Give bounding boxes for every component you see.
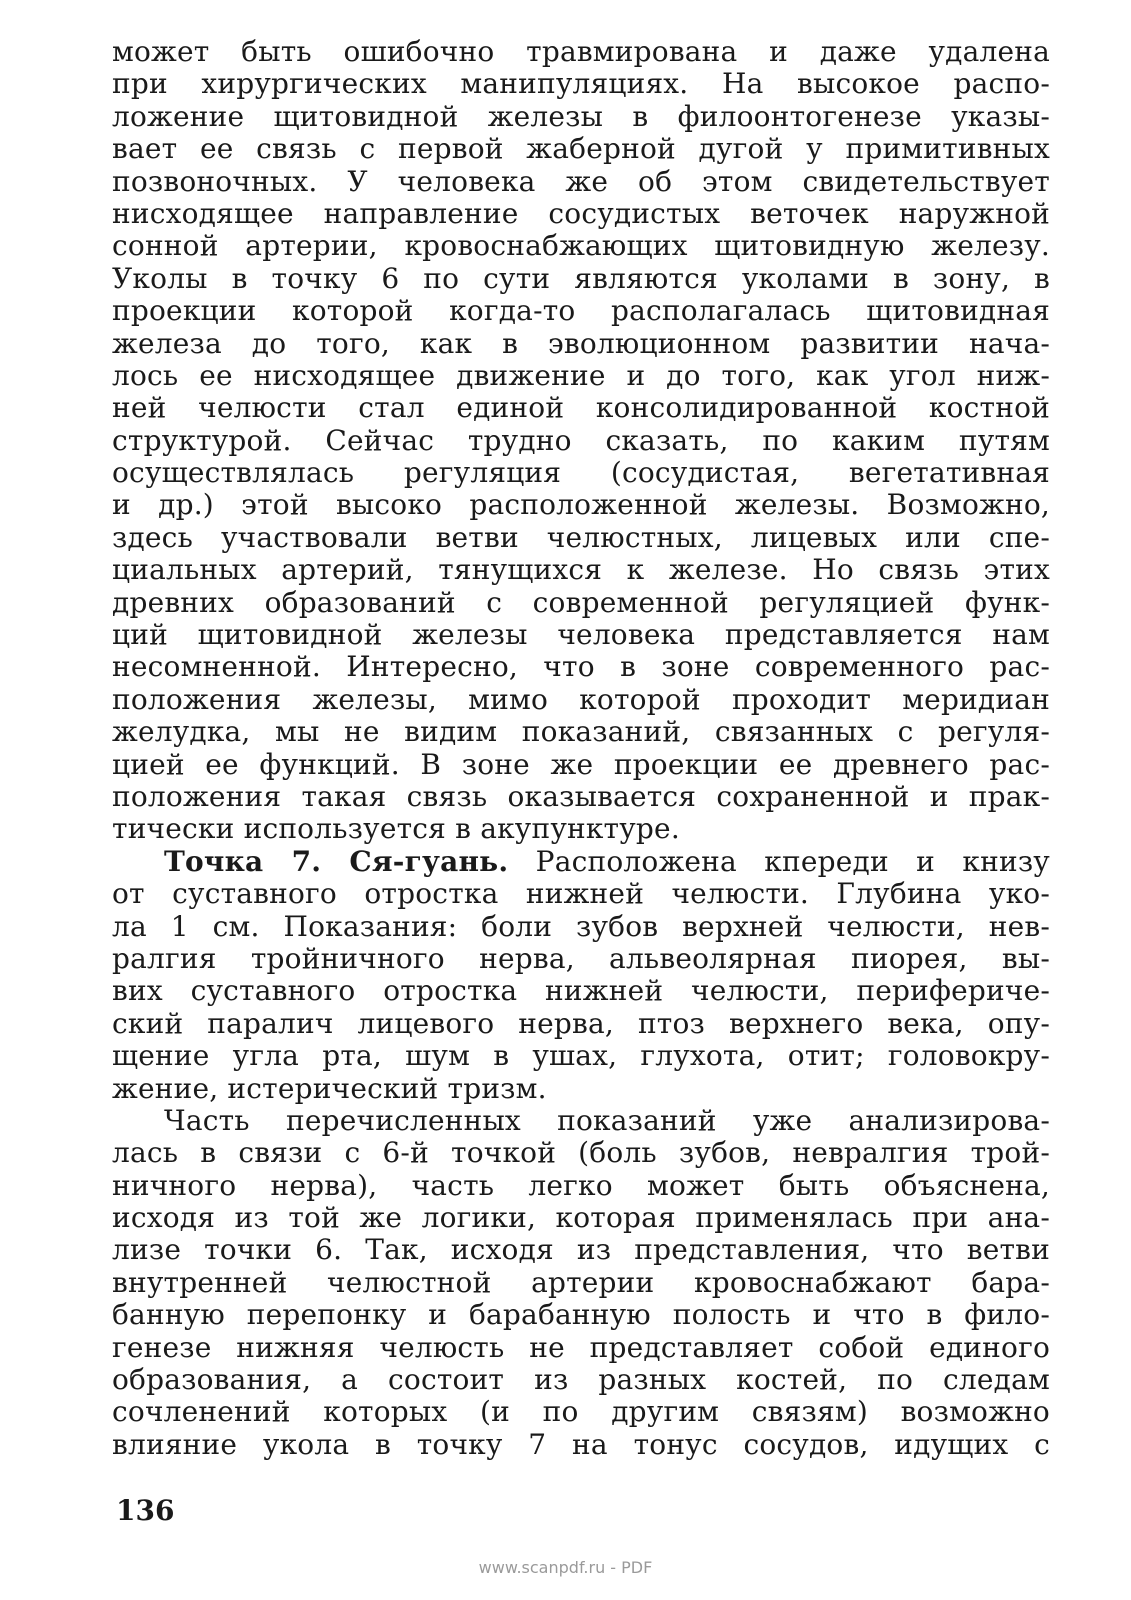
text-line: жение, истерический тризм. [112,1071,547,1105]
text-line: ций щитовидной железы человека представляется нам [112,618,1050,652]
page-number: 136 [116,1494,175,1527]
point-7-first-line [112,846,1050,878]
text-line: ничного нерва), часть легко может быть объяснена, [112,1168,1050,1202]
paragraph-analysis [112,1105,1050,1461]
text-line: исходя из той же логики, которая применялась при ана- [112,1201,1050,1235]
page-text [112,36,1050,1461]
text-line: железа до того, как в эволюционном развитии нача- [112,326,1050,360]
text-line: образования, а состоит из разных костей, по следам [112,1363,1050,1397]
text-line: структурой. Сейчас трудно сказать, по каким путям [112,423,1050,457]
text-line: лась в связи с 6-й точкой (боль зубов, невралгия трой- [112,1136,1050,1170]
paragraph-point-7 [112,846,1050,1105]
text-line: цией ее функций. В зоне же проекции ее древнего рас- [112,747,1050,781]
text-line: от суставного отростка нижней челюсти. Глубина уко- [112,877,1050,911]
text-line: сочленений которых (и по другим связям) возможно [112,1395,1050,1429]
text-line: вает ее связь с первой жаберной дугой у примитивных [112,132,1050,166]
point-7-first-line-text: Расположена кпереди и книзу [508,844,1050,878]
text-line: Часть перечисленных показаний уже анализирова- [164,1103,1050,1137]
text-line: ла 1 см. Показания: боли зубов верхней челюсти, нев- [112,909,1050,943]
text-line: лизе точки 6. Так, исходя из представления, что ветви [112,1233,1050,1267]
point-7-heading: Точка 7. Ся-гуань. [164,844,509,878]
text-line: влияние укола в точку 7 на тонус сосудов, идущих с [112,1427,1050,1461]
text-line: ложение щитовидной железы в филоонтогенезе указы- [112,99,1050,133]
text-line: проекции которой когда-то располагалась щитовидная [112,294,1050,328]
watermark-footer[interactable]: www.scanpdf.ru - PDF [478,1558,653,1577]
text-line: положения такая связь оказывается сохраненной и прак- [112,779,1050,813]
text-line: позвоночных. У человека же об этом свидетельствует [112,164,1050,198]
text-line: ралгия тройничного нерва, альвеолярная пиорея, вы- [112,941,1050,975]
text-line: при хирургических манипуляциях. На высокое распо- [112,67,1050,101]
text-line: желудка, мы не видим показаний, связанных с регуля- [112,715,1050,749]
text-line: сонной артерии, кровоснабжающих щитовидную железу. [112,229,1050,263]
text-line: здесь участвовали ветви челюстных, лицевых или спе- [112,520,1050,554]
text-line: банную перепонку и барабанную полость и что в фило- [112,1298,1050,1332]
text-line: тически используется в акупунктуре. [112,812,680,846]
text-line: и др.) этой высоко расположенной железы. Возможно, [112,488,1050,522]
text-line: внутренней челюстной артерии кровоснабжают бара- [112,1265,1050,1299]
text-line: циальных артерий, тянущихся к железе. Но связь этих [112,553,1050,587]
text-line: лось ее нисходящее движение и до того, как угол ниж- [112,358,1050,392]
text-line: осуществлялась регуляция (сосудистая, вегетативная [112,456,1050,490]
text-line: вих суставного отростка нижней челюсти, перифериче- [112,974,1050,1008]
text-line: нисходящее направление сосудистых веточек наружной [112,196,1050,230]
text-line: может быть ошибочно травмирована и даже удалена [112,35,1050,68]
text-line: несомненной. Интересно, что в зоне современного рас- [112,650,1050,684]
text-line: генезе нижняя челюсть не представляет собой единого [112,1330,1050,1364]
text-line: Уколы в точку 6 по сути являются уколами в зону, в [112,261,1050,295]
text-line: ский паралич лицевого нерва, птоз верхнего века, опу- [112,1006,1050,1040]
paragraph-thyroid [112,36,1050,846]
text-line: ней челюсти стал единой консолидированной костной [112,391,1050,425]
text-line: положения железы, мимо которой проходит меридиан [112,682,1050,716]
text-line: древних образований с современной регуляцией функ- [112,585,1050,619]
text-line: щение угла рта, шум в ушах, глухота, отит; головокру- [112,1039,1050,1073]
